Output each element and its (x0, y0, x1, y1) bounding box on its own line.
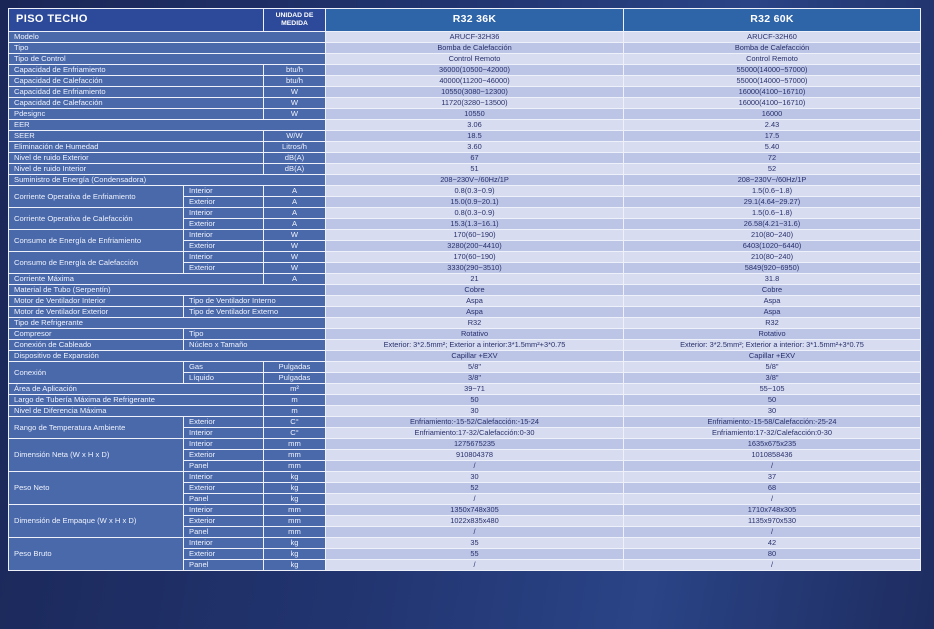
spec-value-cell: / (326, 527, 624, 538)
spec-row (9, 76, 921, 87)
spec-unit-cell: Pulgadas (264, 362, 326, 373)
spec-unit-cell: A (264, 219, 326, 230)
spec-label-cell: Compresor (9, 329, 184, 340)
spec-unit-cell: mm (264, 516, 326, 527)
spec-unit-cell: C° (264, 428, 326, 439)
spec-value-cell: / (624, 461, 921, 472)
spec-sublabel-cell: Panel (184, 560, 264, 571)
spec-row (9, 87, 921, 98)
spec-value-cell: 1710x748x305 (624, 505, 921, 516)
spec-value-cell: 30 (624, 406, 921, 417)
spec-row (9, 406, 921, 417)
spec-value-cell: 210(80~240) (624, 230, 921, 241)
spec-sublabel-cell: Interior (184, 252, 264, 263)
spec-value-cell: Aspa (326, 307, 624, 318)
spec-value-cell: 36000(10500~42000) (326, 65, 624, 76)
spec-sublabel-cell: Tipo de Ventilador Externo (184, 307, 326, 318)
spec-value-cell: 26.58(4.21~31.6) (624, 219, 921, 230)
spec-label-cell: Capacidad de Enfriamiento (9, 65, 264, 76)
spec-sublabel-cell: Tipo de Ventilador Interno (184, 296, 326, 307)
spec-row (9, 472, 921, 483)
spec-row (9, 65, 921, 76)
spec-value-cell: 39~71 (326, 384, 624, 395)
spec-value-cell: 15.3(1.3~16.1) (326, 219, 624, 230)
spec-value-cell: Rotativo (624, 329, 921, 340)
spec-value-cell: Rotativo (326, 329, 624, 340)
spec-sheet (8, 8, 920, 571)
spec-sublabel-cell: Tipo (184, 329, 326, 340)
spec-sublabel-cell: Interior (184, 208, 264, 219)
spec-value-cell: 3280(200~4410) (326, 241, 624, 252)
spec-value-cell: Exterior: 3*2.5mm²; Exterior a interior:3*1.5mm²+3*0.75 (326, 340, 624, 351)
spec-value-cell: Control Remoto (326, 54, 624, 65)
spec-label-cell: Eliminación de Humedad (9, 142, 264, 153)
spec-row (9, 351, 921, 362)
spec-value-cell: 16000 (624, 109, 921, 120)
spec-label-cell: Tipo (9, 43, 326, 54)
spec-value-cell: Enfriamiento:-15-58/Calefacción:-25-24 (624, 417, 921, 428)
spec-sublabel-cell: Panel (184, 461, 264, 472)
spec-value-cell: 3330(290~3510) (326, 263, 624, 274)
spec-label-cell: Largo de Tubería Máxima de Refrigerante (9, 395, 264, 406)
spec-label-cell: Nivel de ruido Interior (9, 164, 264, 175)
spec-value-cell: 5.40 (624, 142, 921, 153)
spec-label-cell: Motor de Ventilador Exterior (9, 307, 184, 318)
spec-unit-cell: Litros/h (264, 142, 326, 153)
spec-value-cell: / (326, 461, 624, 472)
spec-label-cell: Conexión (9, 362, 184, 384)
spec-label-cell: Área de Aplicación (9, 384, 264, 395)
spec-unit-cell: m (264, 406, 326, 417)
spec-unit-cell: btu/h (264, 76, 326, 87)
spec-value-cell: 1635x675x235 (624, 439, 921, 450)
spec-label-cell: Motor de Ventilador Interior (9, 296, 184, 307)
spec-unit-cell: kg (264, 538, 326, 549)
spec-sublabel-cell: Exterior (184, 483, 264, 494)
spec-unit-cell: kg (264, 560, 326, 571)
spec-row (9, 417, 921, 428)
spec-value-cell: 29.1(4.64~29.27) (624, 197, 921, 208)
spec-row (9, 307, 921, 318)
spec-value-cell: 910804378 (326, 450, 624, 461)
spec-unit-cell: kg (264, 549, 326, 560)
spec-value-cell: Enfriamiento:-15-52/Calefacción:-15-24 (326, 417, 624, 428)
spec-label-cell: Tipo de Control (9, 54, 326, 65)
column-header-r32-60k: R32 60K (624, 9, 921, 32)
spec-label-cell: Modelo (9, 32, 326, 43)
spec-unit-cell: W (264, 98, 326, 109)
spec-row (9, 362, 921, 373)
spec-label-cell: Dispositivo de Expansión (9, 351, 326, 362)
spec-unit-cell: Pulgadas (264, 373, 326, 384)
spec-value-cell: 11720(3280~13500) (326, 98, 624, 109)
spec-unit-cell: W (264, 252, 326, 263)
spec-value-cell: Exterior: 3*2.5mm²; Exterior a interior: 3*1.5mm²+3*0.75 (624, 340, 921, 351)
spec-row (9, 252, 921, 263)
spec-unit-cell: W (264, 87, 326, 98)
spec-unit-cell: kg (264, 472, 326, 483)
header-row (9, 9, 921, 32)
spec-sublabel-cell: Líquido (184, 373, 264, 384)
spec-row (9, 384, 921, 395)
spec-sublabel-cell: Panel (184, 527, 264, 538)
spec-value-cell: 1.5(0.6~1.8) (624, 186, 921, 197)
spec-label-cell: Corriente Operativa de Enfriamiento (9, 186, 184, 208)
spec-value-cell: 51 (326, 164, 624, 175)
spec-label-cell: Nivel de Diferencia Máxima (9, 406, 264, 417)
spec-value-cell: 1010858436 (624, 450, 921, 461)
spec-value-cell: 55000(14000~57000) (624, 76, 921, 87)
spec-label-cell: Peso Bruto (9, 538, 184, 571)
spec-value-cell: 21 (326, 274, 624, 285)
spec-sublabel-cell: Interior (184, 472, 264, 483)
spec-value-cell: 67 (326, 153, 624, 164)
spec-value-cell: 16000(4100~16710) (624, 87, 921, 98)
spec-unit-cell: dB(A) (264, 164, 326, 175)
spec-unit-cell: dB(A) (264, 153, 326, 164)
spec-row (9, 230, 921, 241)
spec-row (9, 153, 921, 164)
spec-value-cell: 3/8" (624, 373, 921, 384)
spec-value-cell: Bomba de Calefacción (624, 43, 921, 54)
spec-label-cell: Conexión de Cableado (9, 340, 184, 351)
spec-sublabel-cell: Exterior (184, 549, 264, 560)
spec-value-cell: / (326, 560, 624, 571)
spec-label-cell: Capacidad de Calefacción (9, 76, 264, 87)
spec-value-cell: Enfriamiento:17-32/Calefacción:0-30 (326, 428, 624, 439)
spec-label-cell: EER (9, 120, 326, 131)
spec-value-cell: 5849(920~6950) (624, 263, 921, 274)
spec-value-cell: Aspa (624, 296, 921, 307)
spec-value-cell: Bomba de Calefacción (326, 43, 624, 54)
spec-unit-cell: W (264, 263, 326, 274)
spec-row (9, 329, 921, 340)
spec-value-cell: 0.8(0.3~0.9) (326, 208, 624, 219)
spec-value-cell: Control Remoto (624, 54, 921, 65)
spec-table-head (9, 9, 921, 32)
spec-row (9, 43, 921, 54)
spec-sublabel-cell: Interior (184, 538, 264, 549)
spec-unit-cell: mm (264, 527, 326, 538)
spec-label-cell: Consumo de Energía de Enfriamiento (9, 230, 184, 252)
spec-unit-cell: A (264, 208, 326, 219)
spec-sublabel-cell: Interior (184, 230, 264, 241)
spec-label-cell: Corriente Máxima (9, 274, 264, 285)
spec-value-cell: 3.06 (326, 120, 624, 131)
spec-unit-cell: W (264, 109, 326, 120)
spec-table-body (9, 32, 921, 571)
spec-row (9, 175, 921, 186)
spec-value-cell: R32 (624, 318, 921, 329)
spec-value-cell: Aspa (624, 307, 921, 318)
spec-value-cell: ARUCF-32H36 (326, 32, 624, 43)
spec-row (9, 186, 921, 197)
spec-unit-cell: A (264, 186, 326, 197)
spec-label-cell: Capacidad de Calefacción (9, 98, 264, 109)
spec-label-cell: Nivel de ruido Exterior (9, 153, 264, 164)
spec-row (9, 54, 921, 65)
spec-label-cell: Dimensión de Empaque (W x H x D) (9, 505, 184, 538)
spec-value-cell: 1135x970x530 (624, 516, 921, 527)
spec-sublabel-cell: Exterior (184, 263, 264, 274)
spec-row (9, 98, 921, 109)
spec-value-cell: 31.8 (624, 274, 921, 285)
spec-row (9, 505, 921, 516)
spec-unit-cell: C° (264, 417, 326, 428)
spec-label-cell: Material de Tubo (Serpentín) (9, 285, 326, 296)
spec-value-cell: 42 (624, 538, 921, 549)
spec-value-cell: 210(80~240) (624, 252, 921, 263)
spec-value-cell: 80 (624, 549, 921, 560)
spec-value-cell: / (624, 560, 921, 571)
spec-value-cell: 35 (326, 538, 624, 549)
spec-unit-cell: A (264, 197, 326, 208)
spec-unit-cell: mm (264, 439, 326, 450)
spec-sublabel-cell: Exterior (184, 417, 264, 428)
spec-value-cell: 3.60 (326, 142, 624, 153)
spec-value-cell: Capillar +EXV (326, 351, 624, 362)
spec-value-cell: 52 (326, 483, 624, 494)
spec-value-cell: 5/8" (326, 362, 624, 373)
spec-label-cell: Capacidad de Enfriamiento (9, 87, 264, 98)
spec-row (9, 32, 921, 43)
spec-sublabel-cell: Núcleo x Tamaño (184, 340, 326, 351)
spec-value-cell: Cobre (624, 285, 921, 296)
spec-value-cell: 3/8" (326, 373, 624, 384)
spec-value-cell: 170(60~190) (326, 230, 624, 241)
spec-value-cell: 15.0(0.9~20.1) (326, 197, 624, 208)
spec-value-cell: 37 (624, 472, 921, 483)
spec-value-cell: Cobre (326, 285, 624, 296)
spec-value-cell: 5/8" (624, 362, 921, 373)
spec-value-cell: 1350x748x305 (326, 505, 624, 516)
spec-unit-cell: mm (264, 450, 326, 461)
spec-value-cell: 55000(14000~57000) (624, 65, 921, 76)
spec-label-cell: Rango de Temperatura Ambiente (9, 417, 184, 439)
spec-row (9, 109, 921, 120)
spec-value-cell: 0.8(0.3~0.9) (326, 186, 624, 197)
spec-sublabel-cell: Interior (184, 505, 264, 516)
spec-row (9, 296, 921, 307)
spec-value-cell: 30 (326, 406, 624, 417)
spec-label-cell: Pdesignc (9, 109, 264, 120)
spec-row (9, 318, 921, 329)
spec-value-cell: Aspa (326, 296, 624, 307)
spec-value-cell: 72 (624, 153, 921, 164)
spec-label-cell: Corriente Operativa de Calefacción (9, 208, 184, 230)
spec-label-cell: Consumo de Energía de Calefacción (9, 252, 184, 274)
spec-label-cell: Peso Neto (9, 472, 184, 505)
spec-row (9, 538, 921, 549)
spec-value-cell: 55 (326, 549, 624, 560)
spec-unit-cell: kg (264, 494, 326, 505)
spec-value-cell: 1275675235 (326, 439, 624, 450)
spec-value-cell: 2.43 (624, 120, 921, 131)
spec-sublabel-cell: Exterior (184, 241, 264, 252)
spec-value-cell: 55~105 (624, 384, 921, 395)
spec-unit-cell: W/W (264, 131, 326, 142)
spec-sublabel-cell: Interior (184, 186, 264, 197)
spec-value-cell: / (624, 494, 921, 505)
spec-value-cell: 40000(11200~46000) (326, 76, 624, 87)
spec-unit-cell: A (264, 274, 326, 285)
spec-unit-cell: W (264, 230, 326, 241)
spec-row (9, 131, 921, 142)
spec-value-cell: 10550 (326, 109, 624, 120)
spec-value-cell: 50 (326, 395, 624, 406)
spec-unit-cell: m (264, 395, 326, 406)
spec-value-cell: 50 (624, 395, 921, 406)
unit-of-measure-header: UNIDAD DE MEDIDA (264, 9, 326, 32)
spec-value-cell: 30 (326, 472, 624, 483)
spec-value-cell: / (326, 494, 624, 505)
spec-sublabel-cell: Exterior (184, 219, 264, 230)
column-header-r32-36k: R32 36K (326, 9, 624, 32)
spec-value-cell: Capillar +EXV (624, 351, 921, 362)
spec-sublabel-cell: Interior (184, 428, 264, 439)
spec-sublabel-cell: Exterior (184, 516, 264, 527)
spec-label-cell: Suministro de Energía (Condensadora) (9, 175, 326, 186)
spec-unit-cell: btu/h (264, 65, 326, 76)
spec-row (9, 439, 921, 450)
spec-row (9, 395, 921, 406)
spec-value-cell: 52 (624, 164, 921, 175)
spec-row (9, 120, 921, 131)
spec-sublabel-cell: Interior (184, 439, 264, 450)
piso-techo-spec-table (8, 8, 921, 571)
spec-sublabel-cell: Panel (184, 494, 264, 505)
spec-sublabel-cell: Exterior (184, 197, 264, 208)
spec-value-cell: 10550(3080~12300) (326, 87, 624, 98)
spec-sublabel-cell: Exterior (184, 450, 264, 461)
spec-unit-cell: W (264, 241, 326, 252)
spec-value-cell: 208~230V~/60Hz/1P (326, 175, 624, 186)
spec-unit-cell: kg (264, 483, 326, 494)
spec-value-cell: 1022x835x480 (326, 516, 624, 527)
spec-value-cell: 170(60~190) (326, 252, 624, 263)
spec-value-cell: Enfriamiento:17-32/Calefacción:0-30 (624, 428, 921, 439)
spec-unit-cell: m² (264, 384, 326, 395)
spec-value-cell: 1.5(0.6~1.8) (624, 208, 921, 219)
spec-label-cell: Tipo de Refrigerante (9, 318, 326, 329)
spec-label-cell: SEER (9, 131, 264, 142)
spec-value-cell: 17.5 (624, 131, 921, 142)
spec-row (9, 164, 921, 175)
spec-value-cell: R32 (326, 318, 624, 329)
spec-unit-cell: mm (264, 505, 326, 516)
spec-unit-cell: mm (264, 461, 326, 472)
spec-sublabel-cell: Gas (184, 362, 264, 373)
spec-value-cell: 208~230V~/60Hz/1P (624, 175, 921, 186)
spec-value-cell: / (624, 527, 921, 538)
spec-value-cell: 16000(4100~16710) (624, 98, 921, 109)
spec-label-cell: Dimensión Neta (W x H x D) (9, 439, 184, 472)
spec-value-cell: 18.5 (326, 131, 624, 142)
spec-row (9, 142, 921, 153)
spec-value-cell: ARUCF-32H60 (624, 32, 921, 43)
spec-row (9, 285, 921, 296)
spec-value-cell: 6403(1020~6440) (624, 241, 921, 252)
spec-value-cell: 68 (624, 483, 921, 494)
table-title: PISO TECHO (9, 9, 264, 32)
spec-row (9, 274, 921, 285)
spec-row (9, 208, 921, 219)
spec-row (9, 340, 921, 351)
